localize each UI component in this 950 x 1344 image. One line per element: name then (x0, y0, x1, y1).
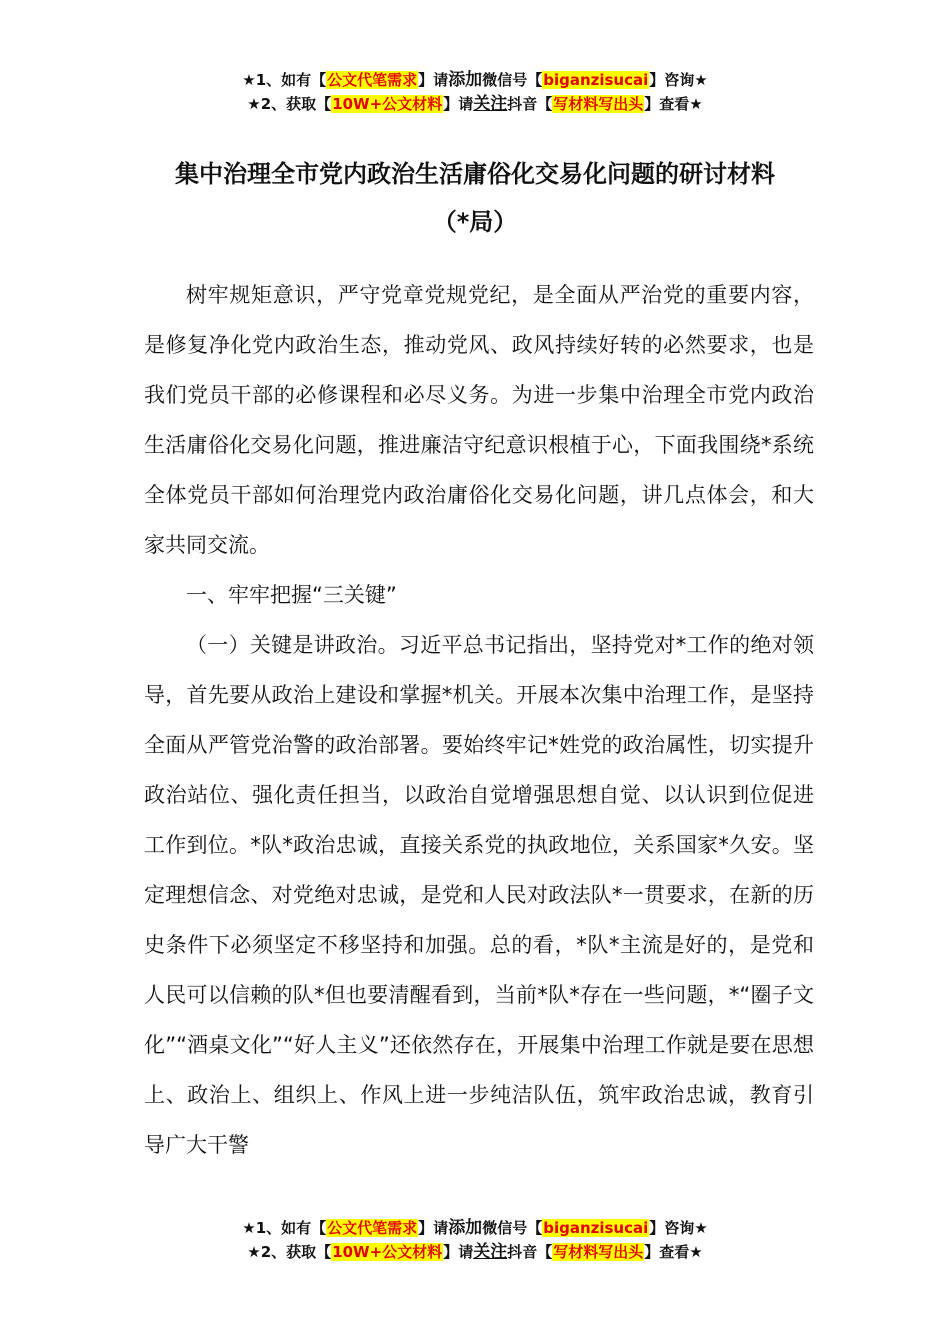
banner-emphasis: 关注 (473, 94, 508, 114)
banner-text: 】请 (418, 1219, 449, 1237)
banner-text: 】咨询★ (649, 71, 708, 89)
banner-text: ★2、获取【 (247, 95, 332, 113)
banner-text: 微信号【 (482, 71, 543, 89)
banner-highlight: 写材料写出头 (553, 1243, 644, 1261)
banner-emphasis: 添加 (448, 1218, 483, 1238)
banner-line-1 (0, 1216, 950, 1240)
banner-highlight: 10W+公文材料 (332, 1243, 443, 1261)
banner-highlight: biganzisucai (543, 71, 649, 89)
banner-text: 微信号【 (482, 1219, 543, 1237)
banner-text: 】查看★ (644, 95, 703, 113)
banner-text: 】请 (418, 71, 449, 89)
banner-highlight: 10W+公文材料 (332, 95, 443, 113)
banner-text: ★1、如有【 (242, 1219, 327, 1237)
section-heading: 一、牢牢把握“三关键” (186, 583, 397, 607)
banner-text: ★1、如有【 (242, 71, 327, 89)
banner-text: 抖音【 (507, 95, 553, 113)
banner-text: 】咨询★ (649, 1219, 708, 1237)
document-title: 集中治理全市党内政治生活庸俗化交易化问题的研讨材料 (175, 160, 775, 188)
banner-text: 】请 (443, 95, 474, 113)
document-title-block (0, 150, 950, 246)
document-body (144, 270, 814, 1170)
footer-banner (0, 1216, 950, 1264)
header-banner (0, 68, 950, 116)
banner-highlight: 公文代笔需求 (327, 1219, 418, 1237)
banner-emphasis: 关注 (473, 1242, 508, 1262)
banner-text: 】查看★ (644, 1243, 703, 1261)
banner-text: 抖音【 (507, 1243, 553, 1261)
banner-highlight: biganzisucai (543, 1219, 649, 1237)
banner-text: 】请 (443, 1243, 474, 1261)
banner-line-2 (0, 1240, 950, 1264)
banner-line-1 (0, 68, 950, 92)
paragraph-intro: 树牢规矩意识，严守党章党规党纪，是全面从严治党的重要内容，是修复净化党内政治生态，推动党风、政风持续好转的必然要求，也是我们党员干部的必修课程和必尽义务。为进一步集中治理全市党内政治生活庸俗化交易化问题，推进廉洁守纪意识根植于心，下面我围绕*系统全体党员干部如何治理党内政治庸俗化交易化问题，讲几点体会，和大家共同交流。 (144, 283, 814, 557)
banner-emphasis: 添加 (448, 70, 483, 90)
paragraph: （一）关键是讲政治。习近平总书记指出，坚持党对*工作的绝对领导，首先要从政治上建设和掌握*机关。开展本次集中治理工作，是坚持全面从严管党治警的政治部署。要始终牢记*姓党的政治属性，切实提升政治站位、强化责任担当，以政治自觉增强思想自觉、以认识到位促进工作到位。*队*政治忠诚，直接关系党的执政地位，关系国家*久安。坚定理想信念、对党绝对忠诚，是党和人民对政法队*一贯要求，在新的历史条件下必须坚定不移坚持和加强。总的看，*队*主流是好的，是党和人民可以信赖的队*但也要清醒看到，当前*队*存在一些问题，*“圈子文化”“酒桌文化”“好人主义”还依然存在，开展集中治理工作就是要在思想上、政治上、组织上、作风上进一步纯洁队伍，筑牢政治忠诚，教育引导广大干警 (144, 633, 814, 1157)
banner-highlight: 公文代笔需求 (327, 71, 418, 89)
document-subtitle: （*局） (432, 208, 518, 236)
banner-line-2 (0, 92, 950, 116)
banner-text: ★2、获取【 (247, 1243, 332, 1261)
banner-highlight: 写材料写出头 (553, 95, 644, 113)
